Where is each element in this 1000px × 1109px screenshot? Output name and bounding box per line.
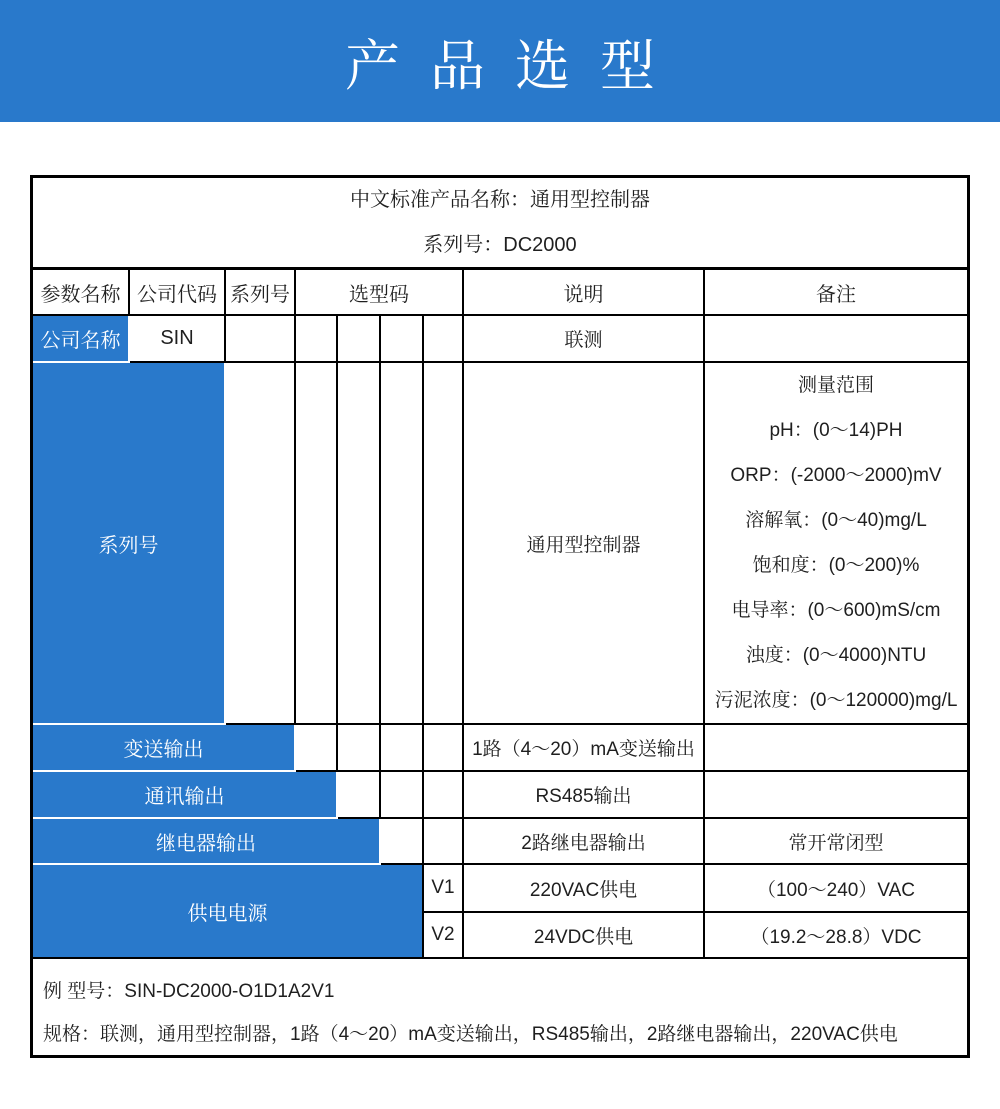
- header-remark: 备注: [705, 270, 967, 316]
- empty-code-cell: [381, 725, 424, 772]
- empty-code-cell: [424, 363, 464, 725]
- empty-remark-cell: [705, 772, 967, 819]
- power-option-v2-code: V2: [424, 913, 464, 959]
- power-option-v1-description: 220VAC供电: [464, 865, 705, 913]
- measure-range-saturation: 饱和度：(0～200)%: [752, 555, 920, 576]
- page-title: 产品选型: [344, 34, 685, 97]
- comm-description: RS485输出: [464, 772, 705, 819]
- empty-remark-cell: [705, 725, 967, 772]
- power-row-label: 供电电源: [33, 865, 424, 959]
- table-title-cell: [33, 178, 967, 270]
- company-code-value: SIN: [130, 316, 226, 363]
- example-block: [33, 959, 967, 1055]
- series-no-line: 系列号：DC2000: [423, 233, 577, 256]
- empty-code-cell: [296, 363, 338, 725]
- empty-code-cell: [338, 316, 381, 363]
- series-measure-range-remark: [705, 363, 967, 725]
- relay-description: 2路继电器输出: [464, 819, 705, 865]
- company-row-label: 公司名称: [33, 316, 130, 363]
- power-option-v1-code: V1: [424, 865, 464, 913]
- transmit-row-label: 变送输出: [33, 725, 296, 772]
- empty-remark-cell: [705, 316, 967, 363]
- transmit-description: 1路（4～20）mA变送输出: [464, 725, 705, 772]
- measure-range-title: 测量范围: [797, 375, 874, 396]
- header-series-no: 系列号: [226, 270, 296, 316]
- header-company-code: 公司代码: [130, 270, 226, 316]
- header-param-name: 参数名称: [33, 270, 130, 316]
- empty-code-cell: [424, 819, 464, 865]
- product-selection-table: [30, 175, 970, 1058]
- measure-range-ph: pH：(0～14)PH: [769, 420, 903, 441]
- relay-remark: 常开常闭型: [705, 819, 967, 865]
- page-header-banner: [0, 0, 1000, 122]
- header-selection-code: 选型码: [296, 270, 464, 316]
- series-description: 通用型控制器: [464, 363, 705, 725]
- empty-code-cell: [338, 363, 381, 725]
- empty-code-cell: [296, 725, 338, 772]
- empty-code-cell: [424, 316, 464, 363]
- empty-code-cell: [424, 725, 464, 772]
- empty-code-cell: [381, 316, 424, 363]
- empty-code-cell: [296, 316, 338, 363]
- power-option-v2-remark: （19.2～28.8）VDC: [705, 913, 967, 959]
- measure-range-conductivity: 电导率：(0～600)mS/cm: [731, 600, 941, 621]
- measure-range-turbidity: 浊度：(0～4000)NTU: [745, 645, 927, 666]
- product-name-line: 中文标准产品名称：通用型控制器: [350, 188, 650, 211]
- empty-code-cell: [381, 772, 424, 819]
- example-model-line: 例 型号：SIN-DC2000-O1D1A2V1: [43, 981, 335, 1002]
- comm-row-label: 通讯输出: [33, 772, 338, 819]
- empty-code-cell: [226, 363, 296, 725]
- measure-range-do: 溶解氧：(0～40)mg/L: [745, 510, 927, 531]
- empty-code-cell: [424, 772, 464, 819]
- empty-code-cell: [381, 363, 424, 725]
- empty-code-cell: [226, 316, 296, 363]
- example-spec-line: 规格：联测，通用型控制器，1路（4～20）mA变送输出，RS485输出，2路继电器输出，220VAC供电: [43, 1024, 898, 1045]
- series-row-label: 系列号: [33, 363, 226, 725]
- empty-code-cell: [338, 772, 381, 819]
- relay-row-label: 继电器输出: [33, 819, 381, 865]
- power-option-v1-remark: （100～240）VAC: [705, 865, 967, 913]
- measure-range-sludge: 污泥浓度：(0～120000)mg/L: [714, 690, 958, 711]
- empty-code-cell: [338, 725, 381, 772]
- header-description: 说明: [464, 270, 705, 316]
- power-option-v2-description: 24VDC供电: [464, 913, 705, 959]
- measure-range-orp: ORP：(-2000～2000)mV: [730, 465, 942, 486]
- empty-code-cell: [381, 819, 424, 865]
- company-description: 联测: [464, 316, 705, 363]
